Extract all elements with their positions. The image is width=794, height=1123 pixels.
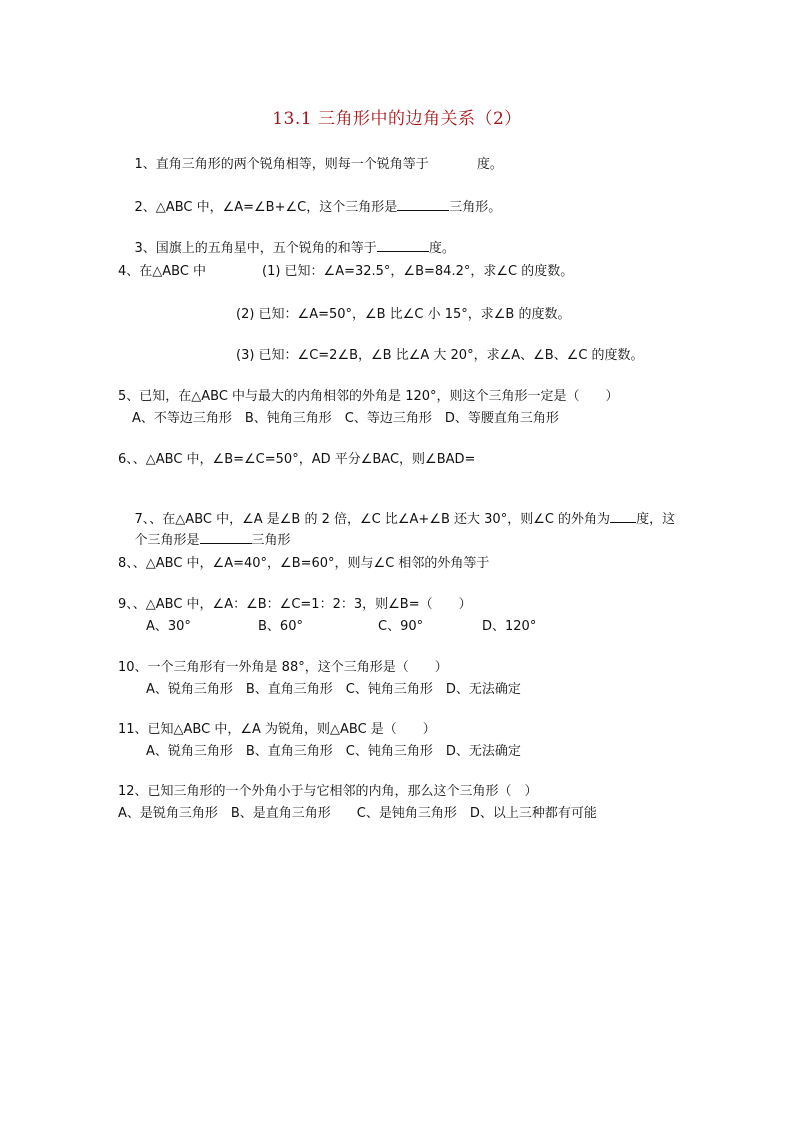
question-11-options: A、锐角三角形 B、直角三角形 C、钝角三角形 D、无法确定 bbox=[146, 744, 521, 759]
question-10-options: A、锐角三角形 B、直角三角形 C、钝角三角形 D、无法确定 bbox=[146, 682, 521, 697]
question-12-text: 12、已知三角形的一个外角小于与它相邻的内角，那么这个三角形（ ） bbox=[118, 784, 538, 799]
question-4-part-3: (3) 已知：∠C=2∠B，∠B 比∠A 大 20°，求∠A、∠B、∠C 的度数。 bbox=[236, 348, 644, 363]
question-4-part-2: (2) 已知：∠A=50°，∠B 比∠C 小 15°，求∠B 的度数。 bbox=[236, 307, 571, 322]
question-1-text: 1、直角三角形的两个锐角相等，则每一个锐角等于 bbox=[134, 157, 429, 172]
question-9-option-a: A、30° bbox=[146, 619, 191, 634]
question-4-lead: 4、在△ABC 中 bbox=[118, 264, 207, 279]
question-5-options: A、不等边三角形 B、钝角三角形 C、等边三角形 D、等腰直角三角形 bbox=[132, 411, 559, 426]
question-9-option-b: B、60° bbox=[258, 619, 303, 634]
question-7-line2-suffix: 三角形 bbox=[251, 533, 291, 548]
question-9-text: 9、、△ABC 中，∠A：∠B：∠C=1：2：3，则∠B=（ ） bbox=[118, 597, 472, 612]
question-2-text: 2、△ABC 中，∠A=∠B+∠C，这个三角形是 bbox=[134, 200, 398, 215]
page-title: 13.1 三角形中的边角关系（2） bbox=[272, 109, 522, 129]
question-3-text: 3、国旗上的五角星中，五个锐角的和等于 bbox=[134, 241, 377, 256]
answer-blank[interactable] bbox=[397, 198, 449, 211]
question-10-text: 10、一个三角形有一外角是 88°，这个三角形是（ ） bbox=[118, 660, 448, 675]
question-7-line2-text: 个三角形是 bbox=[134, 533, 200, 548]
question-11-text: 11、已知△ABC 中，∠A 为锐角，则△ABC 是（ ） bbox=[118, 722, 436, 737]
question-8-text: 8、、△ABC 中，∠A=40°，∠B=60°，则与∠C 相邻的外角等于 bbox=[118, 556, 490, 571]
question-7-suffix: 度，这 bbox=[636, 512, 676, 527]
question-9-option-c: C、90° bbox=[378, 619, 424, 634]
question-7-text: 7、、在△ABC 中，∠A 是∠B 的 2 倍，∠C 比∠A+∠B 还大 30°，则∠C 的外角为 bbox=[134, 512, 611, 527]
answer-blank[interactable] bbox=[610, 510, 636, 523]
question-1-suffix: 度。 bbox=[476, 157, 503, 172]
question-5-text: 5、已知，在△ABC 中与最大的内角相邻的外角是 120°，则这个三角形一定是（ ） bbox=[118, 389, 619, 404]
question-4-part-1: (1) 已知：∠A=32.5°，∠B=84.2°，求∠C 的度数。 bbox=[262, 264, 574, 279]
answer-blank[interactable] bbox=[377, 239, 429, 252]
answer-blank[interactable] bbox=[200, 531, 252, 544]
question-12-options: A、是锐角三角形 B、是直角三角形 C、是钝角三角形 D、以上三种都有可能 bbox=[118, 806, 597, 821]
question-9-option-d: D、120° bbox=[482, 619, 537, 634]
question-3-suffix: 度。 bbox=[428, 241, 455, 256]
question-6-text: 6、、△ABC 中，∠B=∠C=50°，AD 平分∠BAC，则∠BAD= bbox=[118, 452, 476, 467]
question-2-suffix: 三角形。 bbox=[449, 200, 502, 215]
